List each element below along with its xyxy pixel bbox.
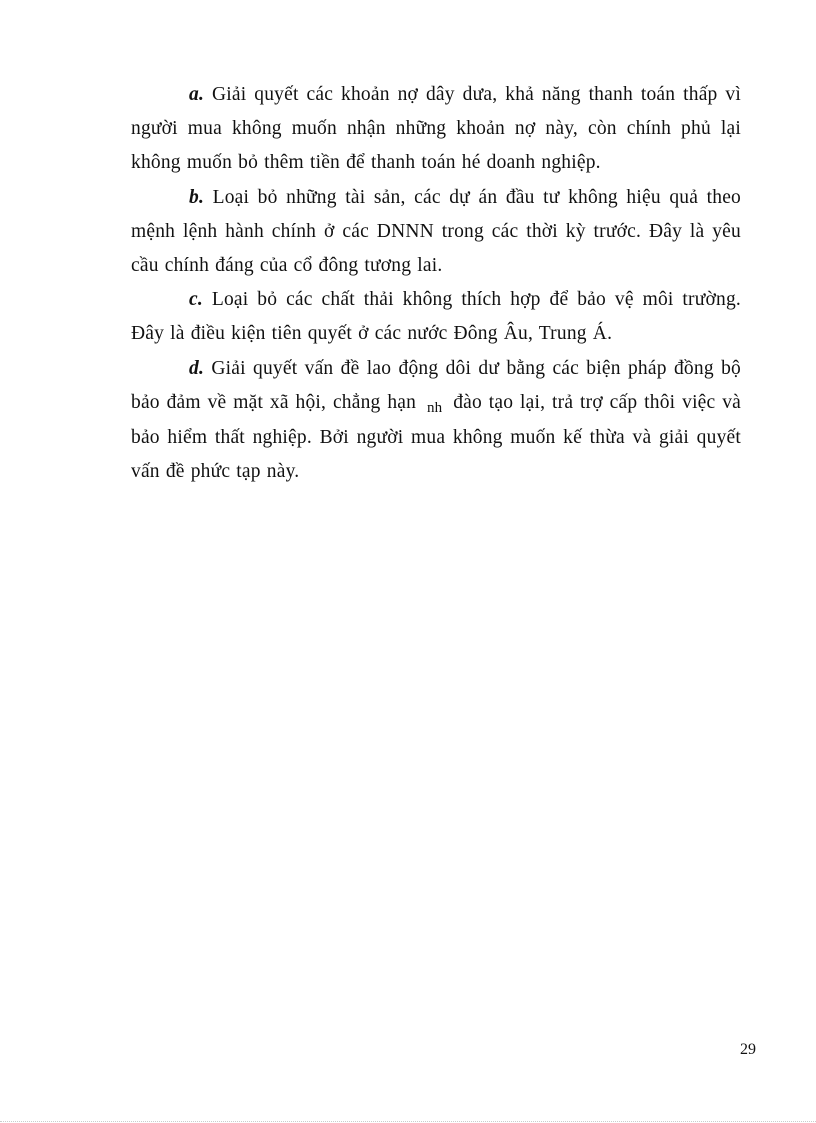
- paragraph-a: [131, 78, 741, 181]
- paragraph-c: [131, 283, 741, 351]
- paragraph-marker-c: c.: [189, 289, 203, 311]
- page-number: 29: [740, 1041, 756, 1058]
- paragraph-b: [131, 181, 741, 284]
- paragraph-d-inline-fragment: nh: [426, 399, 443, 416]
- paragraph-marker-a: a.: [189, 84, 205, 105]
- paragraph-d-text-before: Giải quyết vấn đề lao động dôi dư bằng các biện pháp đồng bộ bảo đảm về mặt xã hội, chẳng hạn: [131, 357, 741, 413]
- paragraph-c-text: Loại bỏ các chất thải không thích hợp để bảo vệ môi trường. Đây là điều kiện tiên quyết ở các nước Đông Âu, Trung Á.: [131, 289, 741, 345]
- paragraph-a-text: Giải quyết các khoản nợ dây dưa, khả năng thanh toán thấp vì người mua không muốn nhận những khoản nợ này, còn chính phủ lại không muốn bỏ thêm tiền để thanh toán hé doanh nghiệp.: [131, 84, 741, 174]
- paragraph-marker-d: d.: [189, 357, 205, 379]
- paragraph-b-text: Loại bỏ những tài sản, các dự án đầu tư không hiệu quả theo mệnh lệnh hành chính ở các DNNN trong các thời kỳ trước. Đây là yêu cầu chính đáng của cổ đông tương lai.: [131, 186, 741, 277]
- paragraph-marker-b: b.: [189, 186, 205, 208]
- paragraph-d: [131, 352, 741, 490]
- body-text: [131, 78, 741, 489]
- page-bottom-rule: [0, 1121, 816, 1122]
- paragraph-d-text-after: đào tạo lại, trả trợ cấp thôi việc và bảo hiểm thất nghiệp. Bởi người mua không muốn kế thừa và giải quyết vấn đề phức tạp này.: [131, 391, 742, 483]
